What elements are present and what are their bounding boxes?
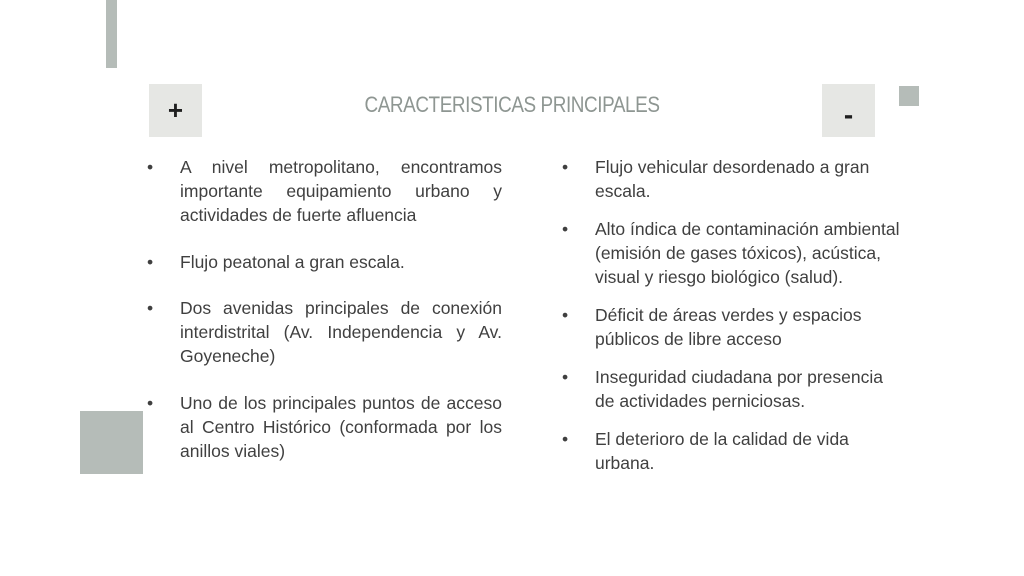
cons-list-item: • Déficit de áreas verdes y espacios públicos de libre acceso <box>562 303 902 351</box>
decorative-small-square <box>899 86 919 106</box>
decorative-top-bar <box>106 0 117 68</box>
cons-list-item: • Flujo vehicular desordenado a gran escala. <box>562 155 902 203</box>
cons-list-item: • Alto índica de contaminación ambiental (emisión de gases tóxicos), acústica, visual y riesgo biológico (salud). <box>562 217 902 289</box>
pros-list-item: • Dos avenidas principales de conexión interdistrital (Av. Independencia y Av. Goyeneche) <box>147 296 502 368</box>
plus-sign-label: + <box>167 95 184 125</box>
decorative-large-square <box>80 411 143 474</box>
pros-list-item: • A nivel metropolitano, encontramos importante equipamiento urbano y actividades de fuerte afluencia <box>147 155 502 227</box>
pros-list-item: • Flujo peatonal a gran escala. <box>147 250 502 274</box>
minus-sign-label: - <box>843 98 854 130</box>
pros-list <box>147 155 502 463</box>
slide-title: CARACTERISTICAS PRINCIPALES <box>364 92 660 117</box>
minus-sign-box <box>822 84 875 137</box>
plus-sign-box <box>149 84 202 137</box>
cons-list-item: • Inseguridad ciudadana por presencia de actividades perniciosas. <box>562 365 902 413</box>
cons-list-item: • El deterioro de la calidad de vida urbana. <box>562 427 902 475</box>
pros-list-item: • Uno de los principales puntos de acceso al Centro Histórico (conformada por los anillos viales) <box>147 391 502 463</box>
cons-list <box>562 155 902 489</box>
